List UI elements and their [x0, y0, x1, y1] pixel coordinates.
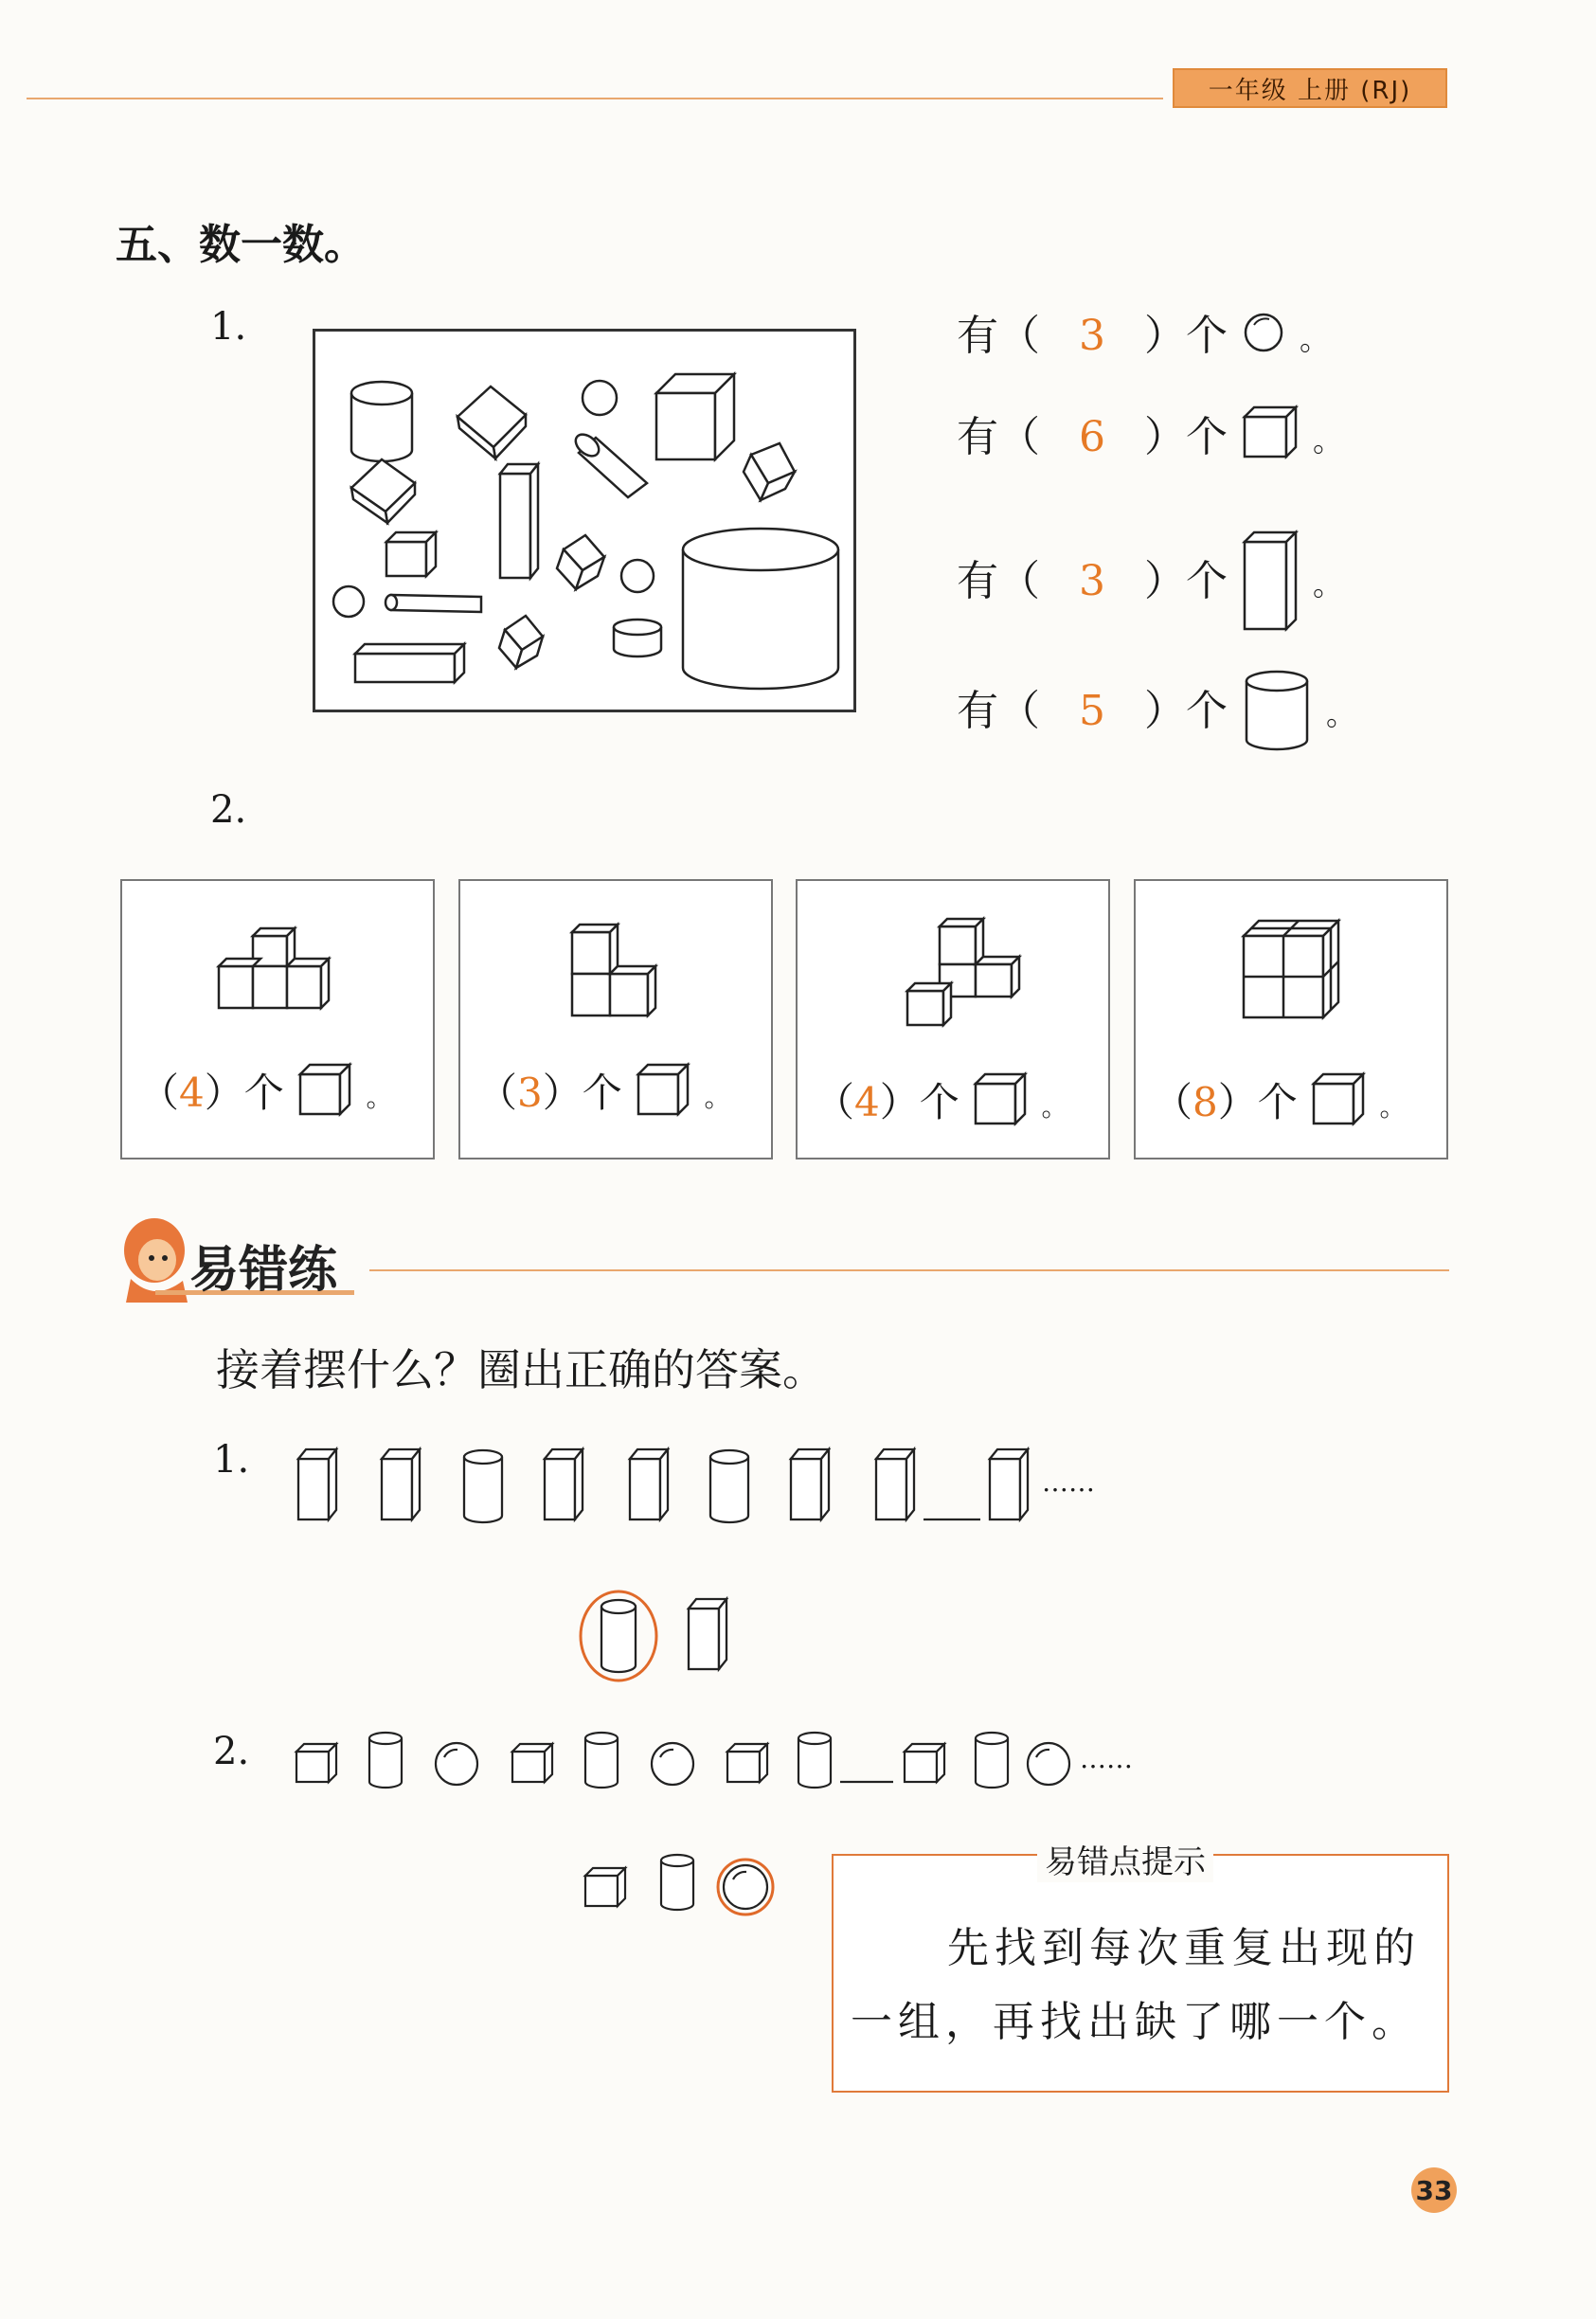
cube-shape — [351, 459, 415, 523]
p2-choices — [580, 1847, 779, 1923]
cube-shape — [744, 443, 795, 500]
answer-value: 4 — [854, 1079, 880, 1125]
cuboid-icon — [1241, 529, 1300, 633]
cuboid-icon — [791, 1449, 829, 1519]
instruction-text: 接着摆什么？圈出正确的答案。 — [216, 1344, 826, 1395]
cube-icon — [296, 1744, 336, 1782]
sphere-icon — [1028, 1743, 1069, 1785]
cube-icon — [635, 1061, 691, 1118]
p1-choices — [573, 1584, 744, 1688]
answer-value: 5 — [1079, 687, 1105, 735]
cuboid-icon — [382, 1449, 420, 1519]
cube-stack-figure — [566, 923, 680, 1036]
answer-value: 8 — [1193, 1079, 1218, 1125]
cube-icon — [727, 1744, 767, 1782]
cube-stack-figure — [902, 917, 1025, 1031]
ellipsis: …… — [1080, 1743, 1133, 1774]
cube-stack-figure — [1238, 917, 1352, 1031]
answer-value: 3 — [1079, 557, 1105, 605]
p2-number: 2. — [213, 1730, 250, 1773]
shapes-picture — [313, 329, 856, 712]
cube-icon — [972, 1070, 1029, 1127]
cube-count-box-1 — [120, 879, 435, 1160]
cube-stack-figure — [213, 928, 346, 1023]
cylinder-shape — [351, 382, 412, 461]
yicuo-rule — [369, 1269, 1449, 1271]
cylinder-shape — [386, 595, 481, 612]
cylinder-shape — [614, 620, 661, 656]
cube-icon — [1310, 1070, 1367, 1127]
cylinder-shape — [683, 529, 838, 689]
cylinder-icon — [601, 1600, 636, 1672]
yicuo-title: 易错练 — [189, 1242, 338, 1299]
cuboid-icon — [876, 1449, 914, 1519]
q1-number: 1. — [210, 305, 247, 349]
ellipsis: …… — [1042, 1466, 1095, 1498]
cube-count-box-4 — [1134, 879, 1448, 1160]
cube-icon — [296, 1061, 353, 1118]
cube-shape — [457, 386, 526, 458]
hint-label: 易错点提示 — [1037, 1836, 1213, 1882]
cube-icon — [1241, 404, 1300, 460]
page-number: 33 — [1411, 2167, 1457, 2213]
cylinder-icon — [710, 1450, 748, 1522]
cube-count-line: （8）个 。 — [1153, 1070, 1407, 1128]
cuboid-icon — [298, 1449, 336, 1519]
cube-icon — [585, 1868, 625, 1906]
cube-count-line: （3）个 。 — [477, 1061, 731, 1119]
cube-shape — [557, 535, 604, 589]
cuboid-shape — [355, 644, 464, 682]
answer-value: 4 — [179, 1070, 205, 1116]
p1-sequence — [289, 1440, 1103, 1535]
cylinder-icon — [369, 1733, 402, 1788]
q1-row-cube: 有（ 6 ）个 。 — [957, 403, 1343, 463]
section-title: 五、数一数。 — [116, 221, 366, 269]
sphere-icon — [1241, 310, 1286, 355]
cylinder-icon — [661, 1855, 693, 1910]
cube-count-line: （4）个 。 — [815, 1070, 1068, 1128]
hint-line-2: 一组，再找出缺了哪一个。 — [851, 1998, 1419, 2046]
cuboid-icon — [630, 1449, 668, 1519]
cylinder-icon — [1241, 668, 1313, 753]
sphere-shape — [333, 586, 364, 617]
q1-row-sphere: 有（ 3 ）个 。 — [957, 312, 1331, 360]
grade-badge: 一年级 上册 (RJ) — [1173, 68, 1447, 108]
hint-line-1: 先找到每次重复出现的 — [947, 1924, 1421, 1972]
cylinder-icon — [464, 1450, 502, 1522]
cube-shape — [386, 532, 436, 576]
sphere-icon — [652, 1743, 693, 1785]
answer-value: 3 — [517, 1070, 543, 1116]
cuboid-icon — [689, 1599, 726, 1669]
cube-count-box-2 — [458, 879, 773, 1160]
cuboid-icon — [545, 1449, 583, 1519]
p1-number: 1. — [213, 1438, 250, 1482]
p2-sequence — [289, 1729, 1103, 1795]
sphere-shape — [621, 560, 654, 592]
sphere-shape — [583, 381, 617, 415]
cube-count-line: （4）个 。 — [139, 1061, 393, 1119]
cylinder-shape — [571, 430, 647, 497]
cube-count-box-3 — [796, 879, 1110, 1160]
header-rule — [27, 98, 1163, 99]
answer-value: 6 — [1079, 413, 1105, 461]
cuboid-shape — [500, 464, 538, 578]
answer-value: 3 — [1079, 312, 1105, 360]
cylinder-icon — [976, 1733, 1008, 1788]
q1-row-cylinder: 有（ 5 ）个 。 — [957, 668, 1356, 753]
q1-row-cuboid: 有（ 3 ）个 。 — [957, 529, 1343, 633]
q2-number: 2. — [210, 788, 247, 832]
cube-shape — [656, 374, 734, 459]
cube-icon — [905, 1744, 944, 1782]
sphere-icon — [436, 1743, 477, 1785]
cube-icon — [512, 1744, 552, 1782]
cube-shape — [499, 616, 543, 668]
cylinder-icon — [585, 1733, 618, 1788]
cuboid-icon — [990, 1449, 1028, 1519]
shapes-illustration — [315, 332, 859, 715]
sphere-icon — [724, 1865, 767, 1909]
cylinder-icon — [798, 1733, 831, 1788]
